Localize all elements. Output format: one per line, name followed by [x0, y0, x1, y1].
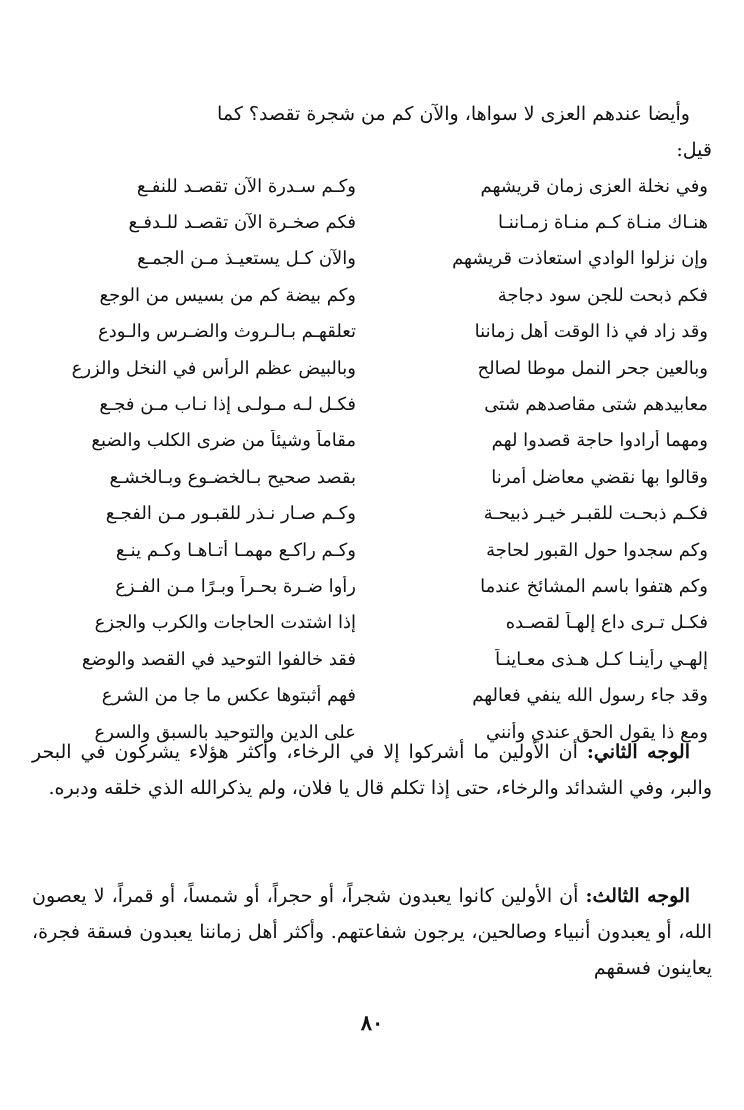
poem-verse — [32, 168, 712, 204]
poem-verse — [32, 532, 712, 568]
verse-first-hemistich: هنـاك منـاة كـم منـاة زمـاننـا — [497, 212, 708, 234]
verse-second-hemistich: تعلقهـم بـالـروث والضـرس والـودع — [97, 321, 356, 343]
page-number: ٨٠ — [360, 1010, 384, 1035]
verse-second-hemistich: على الدين والتوحيد بالسبق والسرع — [94, 721, 356, 743]
paragraph-second-aspect — [32, 734, 712, 806]
poem-verse — [32, 277, 712, 313]
verse-first-hemistich: فكـل تـرى داع إلهـاً لقصـده — [505, 612, 708, 634]
poem-verse — [32, 496, 712, 532]
poem-verse — [32, 641, 712, 677]
verse-first-hemistich: وقالوا بها نقضي معاضل أمرنا — [491, 466, 708, 488]
verse-second-hemistich: والآن كـل يستعيـذ مـن الجمـع — [137, 248, 356, 270]
poem-verse — [32, 677, 712, 713]
poem-verse — [32, 568, 712, 604]
poem-verse — [32, 314, 712, 350]
verse-second-hemistich: فهم أثبتوها عكس ما جا من الشرع — [101, 685, 356, 707]
third-aspect-heading: الوجه الثالث: — [585, 885, 690, 907]
verse-second-hemistich: وبالبيض عظم الرأس في النخل والزرع — [71, 357, 356, 379]
verse-second-hemistich: بقصد صحيح بـالخضـوع وبـالخشـع — [109, 466, 356, 488]
intro-line-2: قيل: — [676, 139, 712, 161]
verse-second-hemistich: فقد خالفوا التوحيد في القصد والوضع — [81, 648, 356, 670]
poem-verse — [32, 459, 712, 495]
verse-second-hemistich: فكـل لـه مـولـى إذا نـاب مـن فجـع — [99, 394, 356, 416]
poem — [32, 168, 712, 750]
verse-first-hemistich: وقد زاد في ذا الوقت أهل زماننا — [474, 321, 708, 343]
second-aspect-heading: الوجه الثاني: — [586, 741, 690, 763]
poem-verse — [32, 386, 712, 422]
verse-first-hemistich: ومهما أرادوا حاجة قصدوا لهم — [491, 430, 708, 452]
intro-paragraph — [32, 96, 712, 168]
verse-second-hemistich: فكم صخـرة الآن تقصـد للـدفـع — [128, 212, 356, 234]
poem-verse — [32, 605, 712, 641]
verse-first-hemistich: وكم سجدوا حول القبور لحاجة — [486, 539, 708, 561]
verse-first-hemistich: وإن نزلوا الوادي استعاذت قريشهم — [452, 248, 708, 270]
verse-first-hemistich: فكم ذبحت للجن سود دجاجة — [497, 284, 708, 306]
verse-second-hemistich: وكـم صـار نـذر للقبـور مـن الفجـع — [105, 503, 356, 525]
verse-second-hemistich: وكـم سـدرة الآن تقصـد للنفـع — [136, 175, 356, 197]
poem-verse — [32, 241, 712, 277]
paragraph-third-aspect — [32, 878, 712, 986]
verse-first-hemistich: فكـم ذبحـت للقبـر خيـر ذبيحـة — [483, 503, 708, 525]
verse-second-hemistich: مقاماً وشيئاً من ضرى الكلب والضبع — [91, 430, 356, 452]
second-aspect-text: أن الأولين ما أشركوا إلا في الرخاء، وأكثر هؤلاء يشركون في البحر والبر، وفي الشدائد والرخاء، حتى إذا تكلم قال يا فلان، ولم يذكرالله الذي خلقه ودبره. — [32, 741, 712, 799]
intro-line-1: وأيضا عندهم العزى لا سواها، والآن كم من شجرة تقصد؟ كما — [217, 103, 690, 125]
verse-second-hemistich: وكم بيضة كم من بسيس من الوجع — [99, 284, 356, 306]
verse-first-hemistich: معابيدهم شتى مقاصدهم شتى — [484, 394, 708, 416]
third-aspect-text: أن الأولين كانوا يعبدون شجراً، أو حجراً، أو شمساً، أو قمراً، لا يعصون الله، أو يعبدون أنبياء وصالحين، يرجون شفاعتهم. وأكثر أهل زماننا يعبدون فسقة فجرة، يعاينون فسقهم — [32, 885, 712, 979]
verse-second-hemistich: إذا اشتدت الحاجات والكرب والجزع — [94, 612, 356, 634]
verse-first-hemistich: وكم هتفوا باسم المشائخ عندما — [480, 575, 708, 597]
verse-first-hemistich: إلهـي رأينـا كـل هـذى معـاينـاً — [495, 648, 708, 670]
verse-first-hemistich: وبالعين جحر النمل موطا لصالح — [477, 357, 708, 379]
verse-first-hemistich: ومع ذا يقول الحق عندي وأنني — [486, 721, 708, 743]
verse-first-hemistich: وفي نخلة العزى زمان قريشهم — [480, 175, 708, 197]
poem-verse — [32, 350, 712, 386]
verse-second-hemistich: وكـم راكـع مهمـا أتـاهـا وكـم ينـع — [115, 539, 356, 561]
poem-verse — [32, 204, 712, 240]
verse-second-hemistich: رأوا ضـرة بحـراً وبـرًا مـن الفـزع — [115, 575, 356, 597]
verse-first-hemistich: وقد جاء رسول الله ينفي فعالهم — [472, 685, 708, 707]
poem-verse — [32, 423, 712, 459]
